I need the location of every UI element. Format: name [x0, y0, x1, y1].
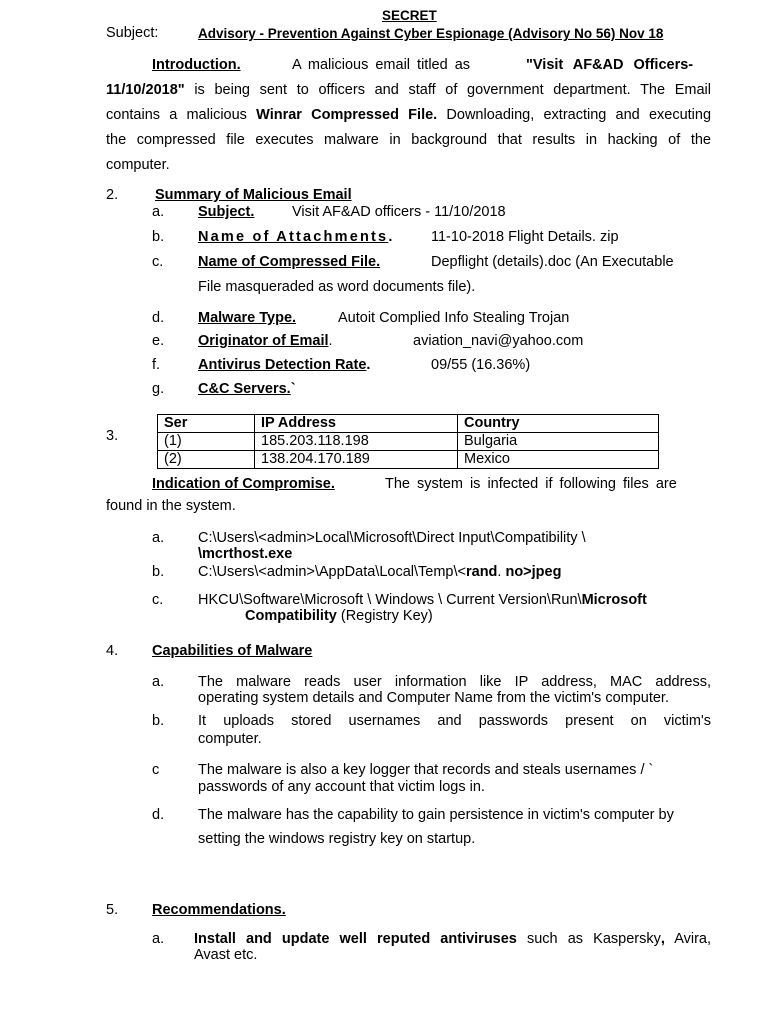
- capability-b-line2: computer.: [198, 731, 262, 747]
- intro-line1-text: A malicious email titled as: [292, 57, 471, 73]
- recommendation-a-text2: Avira,: [664, 931, 711, 947]
- summary-label-subject: Subject.: [198, 204, 255, 220]
- compromise-path-a-file: \mcrthost.exe: [198, 546, 293, 562]
- table-header-ser: Ser: [158, 415, 255, 433]
- summary-label-attachments-text: Name of Attachments: [198, 229, 389, 245]
- recommendation-a-line1: [194, 931, 711, 947]
- compromise-path-b-rand: rand: [465, 564, 498, 580]
- summary-label-attachments-dot: .: [388, 229, 393, 245]
- capability-b-line1: It uploads stored usernames and passwords present on victim's: [198, 713, 711, 729]
- compromise-registry-key: [198, 592, 647, 608]
- section-4-number: 4.: [106, 643, 119, 659]
- summary-label-originator-dot: .: [328, 333, 333, 349]
- section-5-number: 5.: [106, 902, 119, 918]
- summary-value-originator: aviation_navi@yahoo.com: [413, 333, 584, 349]
- compromise-registry-microsoft: Microsoft: [581, 592, 647, 608]
- subject-title: Advisory - Prevention Against Cyber Espionage (Advisory No 56) Nov 18: [198, 26, 664, 41]
- compromise-text-a: The system is infected if following files are: [385, 476, 677, 492]
- summary-label-cc-servers-tick: `: [290, 381, 296, 397]
- summary-label-attachments: [198, 229, 392, 245]
- intro-heading: Introduction.: [152, 57, 241, 73]
- summary-letter-g: g.: [152, 381, 165, 397]
- summary-label-detection-dot: .: [366, 357, 371, 373]
- summary-value-compressed: Depflight (details).doc (An Executable: [431, 254, 674, 270]
- summary-value-compressed-cont: File masqueraded as word documents file).: [198, 279, 476, 295]
- summary-letter-f: f.: [152, 357, 161, 373]
- intro-line3-text-c: Downloading, extracting and executing: [446, 107, 712, 123]
- capability-c-line2: passwords of any account that victim logs in.: [198, 779, 485, 795]
- subject-label: Subject:: [106, 25, 159, 41]
- intro-line3-text-a: contains a malicious: [106, 107, 247, 123]
- intro-line3: [106, 107, 711, 123]
- table-cell-ip: 185.203.118.198: [255, 433, 458, 451]
- summary-label-detection: [198, 357, 370, 373]
- capability-letter-b: b.: [152, 713, 165, 729]
- capabilities-heading: Capabilities of Malware: [152, 643, 313, 659]
- capability-letter-a: a.: [152, 674, 165, 690]
- recommendations-heading: Recommendations.: [152, 902, 286, 918]
- summary-value-attachments: 11-10-2018 Flight Details. zip: [431, 229, 619, 245]
- summary-letter-e: e.: [152, 333, 165, 349]
- table-cell-country: Mexico: [458, 451, 659, 469]
- intro-email-title: "Visit AF&AD Officers-: [526, 57, 694, 73]
- table-row: [158, 433, 659, 451]
- capability-letter-d: d.: [152, 807, 165, 823]
- summary-letter-d: d.: [152, 310, 165, 326]
- compromise-path-b-ext: no>jpeg: [505, 564, 562, 580]
- table-cell-country: Bulgaria: [458, 433, 659, 451]
- summary-label-compressed: Name of Compressed File.: [198, 254, 381, 270]
- summary-letter-c: c.: [152, 254, 164, 270]
- compromise-path-b-text: C:\Users\<admin>\AppData\Local\Temp\<: [198, 564, 466, 580]
- table-header-country: Country: [458, 415, 659, 433]
- classification-marking: SECRET: [382, 8, 437, 23]
- table-header-ip: IP Address: [255, 415, 458, 433]
- summary-label-malware-type: Malware Type.: [198, 310, 297, 326]
- table-cell-ser: (2): [158, 451, 255, 469]
- cc-servers-table: [157, 414, 659, 469]
- compromise-path-a: C:\Users\<admin>Local\Microsoft\Direct Input\Compatibility \: [198, 530, 586, 546]
- capability-d-line2: setting the windows registry key on startup.: [198, 831, 476, 847]
- compromise-registry-tail: (Registry Key): [336, 608, 433, 624]
- summary-value-malware-type: Autoit Complied Info Stealing Trojan: [338, 310, 570, 326]
- section-3-number: 3.: [106, 428, 119, 444]
- table-cell-ser: (1): [158, 433, 255, 451]
- recommendation-a-line2: Avast etc.: [194, 947, 258, 963]
- capability-c-line1: The malware is also a key logger that records and steals usernames / `: [198, 762, 654, 778]
- intro-line2: [106, 82, 711, 98]
- intro-email-date: 11/10/2018": [106, 82, 185, 98]
- intro-line5: computer.: [106, 157, 170, 173]
- recommendation-a-text: such as Kaspersky: [516, 931, 661, 947]
- table-header-row: [158, 415, 659, 433]
- capability-letter-c: c: [152, 762, 160, 778]
- capability-d-line1: The malware has the capability to gain persistence in victim's computer by: [198, 807, 674, 823]
- recommendation-a-comma: ,: [660, 931, 665, 947]
- summary-label-cc-servers-text: C&C Servers.: [198, 381, 291, 397]
- summary-heading: Summary of Malicious Email: [155, 187, 352, 203]
- recommendation-letter-a: a.: [152, 931, 165, 947]
- compromise-letter-b: b.: [152, 564, 165, 580]
- summary-letter-a: a.: [152, 204, 165, 220]
- compromise-text-b: found in the system.: [106, 498, 236, 514]
- summary-label-originator: [198, 333, 333, 349]
- intro-line4: the compressed file executes malware in background that results in hacking of the: [106, 132, 711, 148]
- compromise-registry-compat: Compatibility: [245, 608, 337, 624]
- compromise-letter-a: a.: [152, 530, 165, 546]
- table-row: [158, 451, 659, 469]
- compromise-letter-c: c.: [152, 592, 164, 608]
- capability-a-line1: The malware reads user information like IP address, MAC address,: [198, 674, 711, 690]
- compromise-heading: Indication of Compromise.: [152, 476, 335, 492]
- capability-a-line2: operating system details and Computer Name from the victim's computer.: [198, 690, 669, 706]
- summary-label-originator-text: Originator of Email: [198, 333, 329, 349]
- summary-value-subject: Visit AF&AD officers - 11/10/2018: [292, 204, 506, 220]
- compromise-registry-key-cont: [245, 608, 433, 624]
- compromise-registry-path: HKCU\Software\Microsoft \ Windows \ Current Version\Run\: [198, 592, 582, 608]
- recommendation-a-bold: Install and update well reputed antiviruses: [194, 931, 517, 947]
- intro-winrar-file: Winrar Compressed File.: [256, 107, 438, 123]
- summary-value-detection: 09/55 (16.36%): [431, 357, 531, 373]
- compromise-path-b: [198, 564, 561, 580]
- summary-label-cc-servers: [198, 381, 296, 397]
- table-cell-ip: 138.204.170.189: [255, 451, 458, 469]
- compromise-path-b-dot: .: [497, 564, 506, 580]
- intro-line2-text: is being sent to officers and staff of government department. The Email: [194, 82, 711, 98]
- summary-letter-b: b.: [152, 229, 165, 245]
- section-2-number: 2.: [106, 187, 119, 203]
- summary-label-detection-text: Antivirus Detection Rate: [198, 357, 367, 373]
